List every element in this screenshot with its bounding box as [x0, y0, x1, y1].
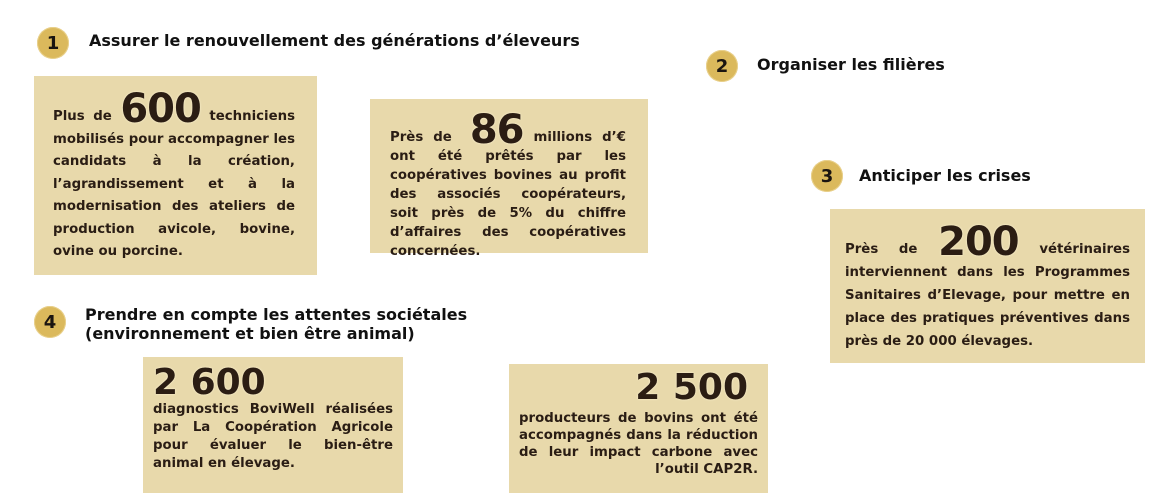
stat-value: 600	[120, 86, 201, 132]
stat-body: diagnostics BoviWell réalisées par La Coopération Agricole pour évaluer le bien-être animal en élevage.	[153, 402, 393, 471]
section-number-badge-2: 2	[706, 50, 738, 82]
stat-value: 2 600	[153, 362, 266, 403]
stat-card-techniciens	[34, 76, 317, 275]
stat-card-diagnostics	[143, 357, 403, 493]
stat-prefix: Près de	[390, 130, 452, 145]
stat-text	[845, 219, 1130, 353]
stat-body: producteurs de bovins ont été accompagnés dans la réduction de leur impact carbone avec l’outil CAP2R.	[519, 411, 758, 477]
section-title-3: Anticiper les crises	[859, 166, 1031, 185]
stat-text	[53, 86, 295, 264]
stat-value: 2 500	[635, 367, 748, 408]
section-title-4: Prendre en compte les attentes sociétales (environnement et bien être animal)	[85, 305, 468, 343]
stat-prefix: Plus de	[53, 109, 112, 124]
stat-card-millions	[370, 99, 648, 259]
stat-body: interviennent dans les Programmes Sanitaires d’Elevage, pour mettre en place des pratiques préventives dans près de 20 000 élevages.	[845, 265, 1130, 349]
stat-suffix: millions d’€	[533, 130, 626, 145]
stat-card-producteurs	[509, 364, 768, 493]
stat-suffix: techniciens	[209, 109, 295, 124]
stat-value: 200	[938, 219, 1019, 265]
stat-prefix: Près de	[845, 242, 918, 257]
section-title-1: Assurer le renouvellement des générations d’éleveurs	[89, 31, 580, 50]
stat-card-veterinaires	[830, 209, 1145, 363]
section-number-badge-4: 4	[34, 306, 66, 338]
stat-text	[390, 107, 626, 261]
section-number-badge-1: 1	[37, 27, 69, 59]
section-number-badge-3: 3	[811, 160, 843, 192]
stat-body: ont été prêtés par les coopératives bovines au profit des associés coopérateurs, soit près de 5% du chiffre d’affaires des coopératives concernées.	[390, 149, 626, 259]
stat-value: 86	[469, 107, 524, 153]
stat-body: mobilisés pour accompagner les candidats à la création, l’agrandissement et à la modernisation des ateliers de production avicole, bovine, ovine ou porcine.	[53, 131, 295, 259]
section-title-2: Organiser les filières	[757, 55, 945, 74]
stat-suffix: vétérinaires	[1039, 242, 1130, 257]
